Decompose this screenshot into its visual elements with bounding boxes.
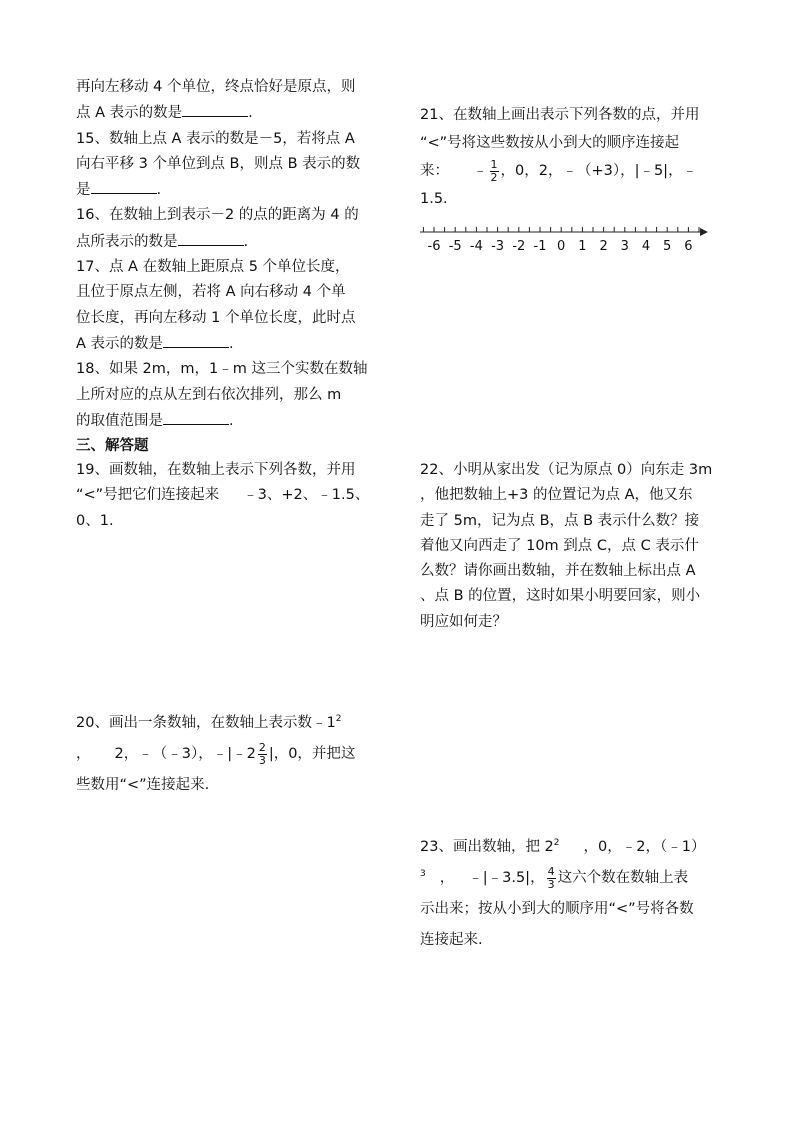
- number-line-label: 6: [684, 239, 693, 254]
- number-line-label: -6: [427, 239, 441, 254]
- q21-block: [420, 101, 720, 213]
- q22-line-7: 明应如何走？: [420, 613, 507, 630]
- q23-text-e: 这六个数在数轴上表: [557, 870, 689, 886]
- q20-frac-den: 3: [258, 753, 266, 767]
- q19-line-2: [76, 483, 376, 508]
- q23-text-d: ﹣|﹣3.5|，: [468, 870, 545, 886]
- q23-fraction: [547, 866, 556, 891]
- q22-line-4: 着他又向西走了 10m 到点 C，点 C 表示什: [420, 537, 699, 554]
- q19-line-3: 0、1.: [76, 512, 114, 529]
- q18-answer-blank: [163, 408, 229, 425]
- q16-end: .: [243, 233, 249, 250]
- q17-answer-blank: [163, 331, 229, 348]
- q17-end: .: [229, 335, 234, 352]
- q17-line-1: 17、点 A 在数轴上距原点 5 个单位长度，: [76, 259, 350, 276]
- q21-line-2: “<”号将这些数按从小到大的顺序连接起: [420, 135, 680, 151]
- q22-line-1: 22、小明从家出发（记为原点 0）向东走 3m: [420, 462, 713, 478]
- q15-line-2: 向右平移 3 个单位到点 B，则点 B 表示的数: [76, 155, 361, 172]
- q22-line-5: 么数？请你画出数轴，并在数轴上标出点 A: [420, 563, 696, 580]
- number-line-label: 3: [620, 239, 629, 254]
- q20-exponent: 2: [335, 714, 342, 725]
- number-line-label: -1: [533, 239, 547, 254]
- q21-fraction: [490, 159, 499, 184]
- q22-line-3: 走了 5m，记为点 B，点 B 表示什么数？接: [420, 512, 700, 529]
- q23-line-4: 连接起来.: [420, 932, 483, 948]
- q16-line-1: 16、在数轴上到表示－2 的点的距离为 4 的: [76, 207, 359, 224]
- q17-line-4: [76, 331, 376, 357]
- q22-block: [420, 458, 720, 635]
- q15-answer-blank: [91, 177, 157, 194]
- q14-line-1: 再向左移动 4 个单位，终点恰好是原点，则: [76, 79, 356, 95]
- q20-text-b: ，: [76, 746, 91, 762]
- q21-text-c: ，0，2，﹣（+3），|﹣5|，﹣: [500, 163, 698, 179]
- q16-line-2: [76, 229, 376, 255]
- q18-line-2: 上所对应的点从左到右依次排列，那么 m: [76, 386, 342, 403]
- number-line-label: 4: [641, 239, 651, 254]
- q21-frac-den: 2: [490, 170, 498, 184]
- q23-line-1: [420, 832, 720, 863]
- q20-line-1: [76, 708, 376, 739]
- q23-text-b: ，0，﹣2，（﹣1）: [583, 839, 706, 855]
- q20-fraction: [258, 742, 267, 767]
- q17-text: A 表示的数是: [76, 335, 164, 352]
- q15-line-1: 15、数轴上点 A 表示的数是－5，若将点 A: [76, 130, 355, 147]
- number-line-label: 2: [599, 239, 608, 254]
- q17-line-3: 位长度，再向左移动 1 个单位长度，此时点: [76, 309, 356, 326]
- q23-text-c: ，: [439, 870, 455, 886]
- section-3-heading: 三、解答题: [76, 438, 149, 455]
- q19-text-a: “<”号把它们连接起来: [76, 487, 220, 504]
- q16-text: 点所表示的数是: [76, 233, 178, 250]
- q15-line-3: [76, 177, 376, 203]
- number-line-label: 5: [663, 239, 672, 254]
- q23-frac-num: 4: [547, 864, 555, 878]
- q20-frac-num: 2: [258, 740, 266, 754]
- q23-line-3: 示出来；按从小到大的顺序用“<”号将各数: [420, 901, 694, 917]
- number-line-label: -2: [512, 239, 526, 254]
- q23-exponent-2: 3: [420, 869, 426, 880]
- number-line-arrow: [700, 228, 708, 236]
- q19-line-1: 19、画数轴，在数轴上表示下列各数，并用: [76, 462, 356, 478]
- q23-line-2: [420, 863, 720, 894]
- q22-line-2: ，他把数轴上+3 的位置记为点 A，他又东: [420, 487, 693, 504]
- q21-frac-num: 1: [490, 157, 498, 171]
- q20-line-2: [76, 739, 376, 770]
- q22-line-6: 、点 B 的位置，这时如果小明要回家，则小: [420, 588, 701, 605]
- q18-line-1: 18、如果 2m，m，1﹣m 这三个实数在数轴: [76, 361, 368, 378]
- q18-line-3: [76, 408, 376, 434]
- q20-text-a: 20、画出一条数轴，在数轴上表示数﹣1: [76, 715, 336, 731]
- number-line-label: -4: [469, 239, 483, 254]
- number-line-label: 1: [578, 239, 587, 254]
- q18-text: 的取值范围是: [76, 412, 163, 429]
- q21-line-1: 21、在数轴上画出表示下列各数的点，并用: [420, 107, 700, 123]
- q14-end: .: [248, 105, 253, 122]
- q21-line-4: 1.5.: [420, 191, 448, 207]
- q14-text: 点 A 表示的数是: [76, 105, 183, 122]
- q21-text-b: ﹣: [473, 163, 488, 179]
- left-column: [76, 75, 376, 459]
- q20-text-c: 2，﹣（﹣3），﹣|﹣2: [114, 746, 256, 762]
- q20-text-d: |，0，并把这: [268, 746, 356, 762]
- number-line-label: -3: [491, 239, 505, 254]
- q14-answer-blank: [182, 100, 248, 117]
- q21-text-a: 来：: [420, 163, 449, 179]
- number-line-label: 0: [557, 239, 566, 254]
- q15-text: 是: [76, 182, 91, 199]
- q15-end: .: [156, 182, 162, 199]
- q17-line-2: 且位于原点左侧，若将 A 向右移动 4 个单: [76, 284, 346, 301]
- q14-line-2: [76, 100, 376, 126]
- number-line: [418, 222, 718, 262]
- q23-block: [420, 832, 720, 956]
- q19-text-b: ﹣3、+2、﹣1.5、: [243, 487, 370, 504]
- q20-block: [76, 708, 376, 801]
- q23-frac-den: 3: [547, 877, 555, 891]
- q16-answer-blank: [178, 229, 244, 246]
- q23-exponent-1: 2: [553, 838, 560, 849]
- number-line-label: -5: [448, 239, 462, 254]
- q20-line-3: 些数用“<”连接起来.: [76, 777, 210, 793]
- q23-text-a: 23、画出数轴，把 2: [420, 839, 554, 855]
- q19-block: [76, 458, 376, 534]
- q18-end: .: [229, 412, 234, 429]
- q21-line-3: [420, 157, 720, 185]
